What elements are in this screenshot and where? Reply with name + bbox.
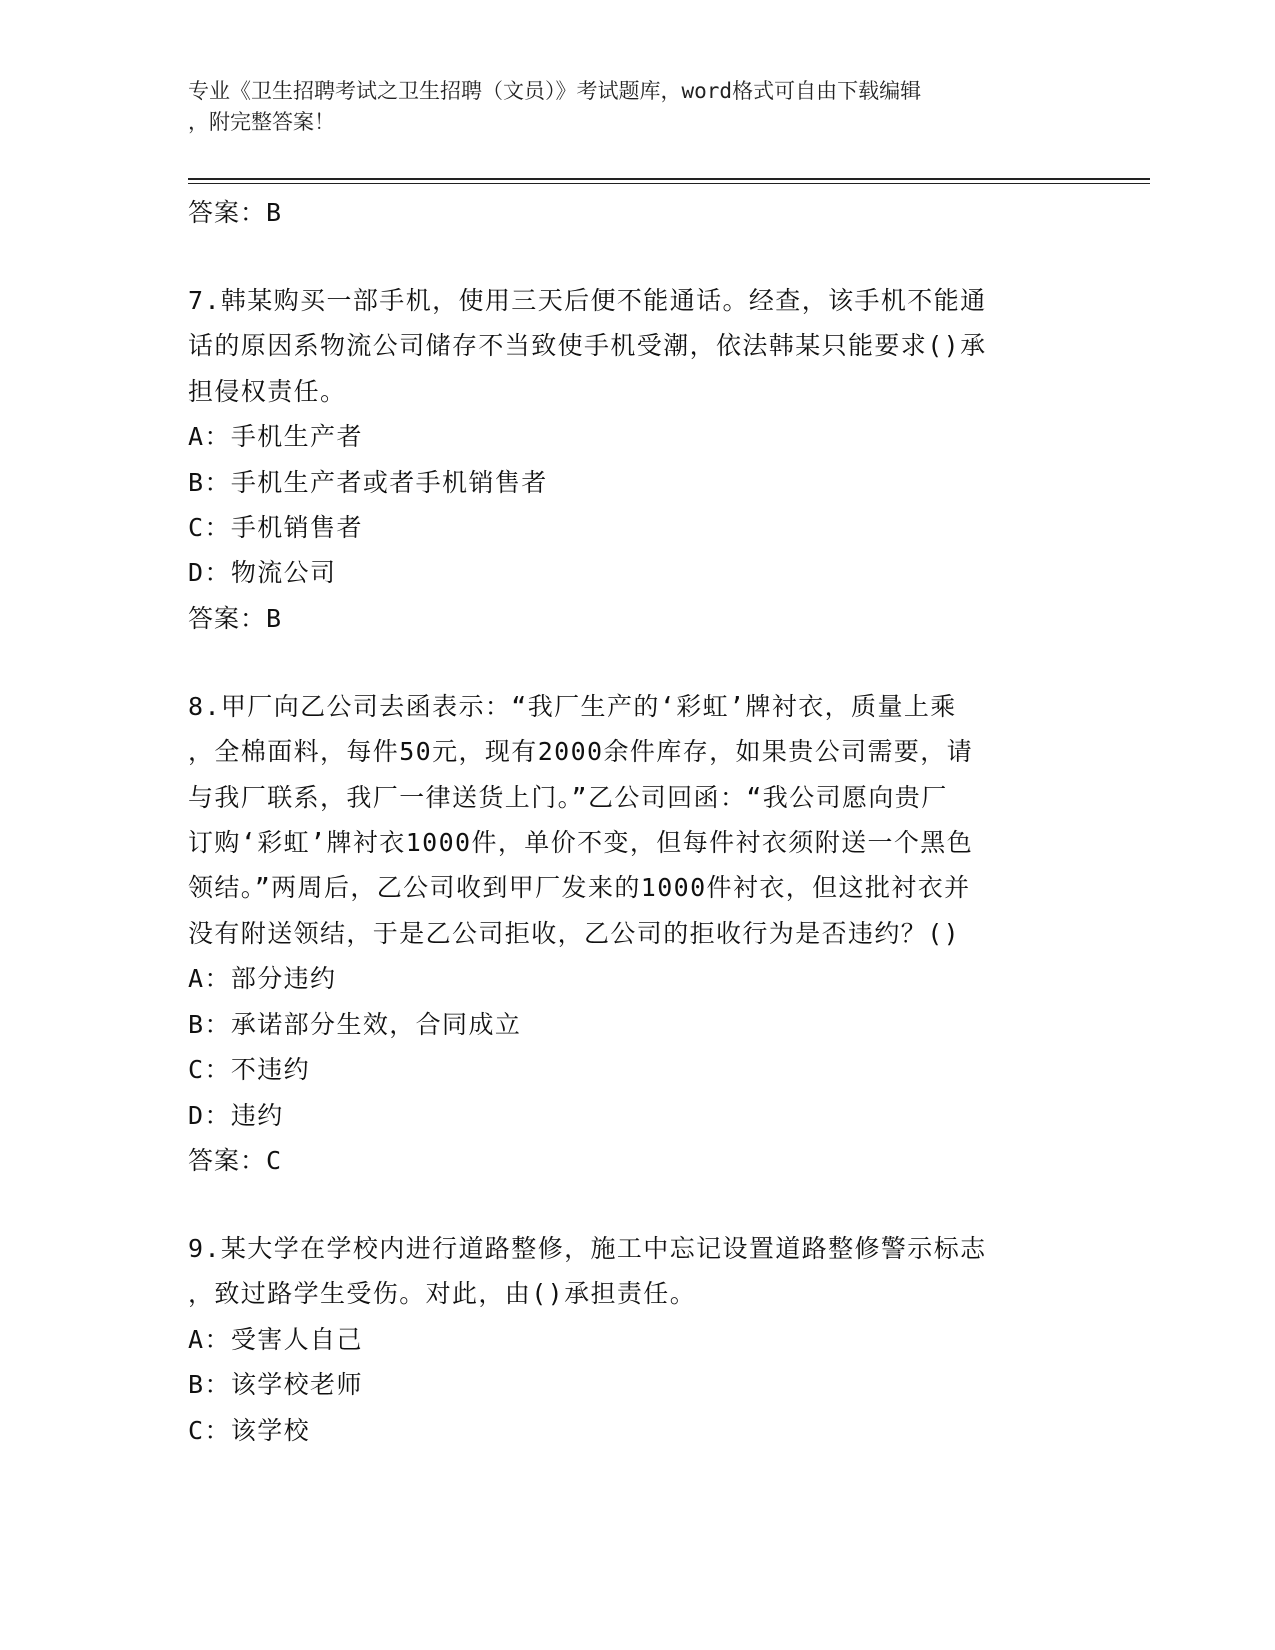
question-text-line: 领结。”两周后，乙公司收到甲厂发来的1000件衬衣，但这批衬衣并 <box>188 873 971 903</box>
option-a: A：受害人自己 <box>188 1324 363 1354</box>
question-text-line: 7.韩某购买一部手机，使用三天后便不能通话。经查，该手机不能通 <box>188 286 987 315</box>
answer-8: 答案：C <box>188 1145 283 1175</box>
question-text-line: 担侵权责任。 <box>188 376 347 406</box>
option-c: C：该学校 <box>188 1415 311 1445</box>
question-text-line: 8.甲厂向乙公司去函表示：“我厂生产的‘彩虹’牌衬衣，质量上乘 <box>188 691 957 721</box>
question-list <box>188 190 1088 1453</box>
question-text-line: ，致过路学生受伤。对此，由()承担责任。 <box>188 1279 697 1309</box>
question-text-line: 没有附送领结，于是乙公司拒收，乙公司的拒收行为是否违约？() <box>188 918 961 948</box>
header-divider-thick <box>188 178 1150 180</box>
question-text-line: 话的原因系物流公司储存不当致使手机受潮，依法韩某只能要求()承 <box>188 331 987 361</box>
question-8 <box>188 684 1088 1184</box>
question-text-line: 9.某大学在学校内进行道路整修，施工中忘记设置道路整修警示标志 <box>188 1233 987 1263</box>
answer-7: 答案：B <box>188 603 283 633</box>
question-7 <box>188 278 1088 642</box>
option-b: B：该学校老师 <box>188 1370 363 1400</box>
option-a: A：部分违约 <box>188 964 337 994</box>
previous-answer: 答案：B <box>188 198 283 227</box>
question-text-line: ，全棉面料，每件50元，现有2000余件库存，如果贵公司需要，请 <box>188 737 974 767</box>
page-header <box>188 76 1088 138</box>
option-a: A：手机生产者 <box>188 422 363 452</box>
header-line-2: ，附完整答案！ <box>188 110 335 134</box>
option-d: D：违约 <box>188 1100 284 1130</box>
header-divider-thin <box>188 183 1150 184</box>
option-c: C：不违约 <box>188 1055 311 1085</box>
option-b: B：承诺部分生效，合同成立 <box>188 1009 522 1039</box>
header-line-1: 专业《卫生招聘考试之卫生招聘（文员）》考试题库，word格式可自由下载编辑 <box>188 79 922 103</box>
option-d: D：物流公司 <box>188 558 337 588</box>
question-text-line: 与我厂联系，我厂一律送货上门。”乙公司回函：“我公司愿向贵厂 <box>188 782 948 812</box>
option-b: B：手机生产者或者手机销售者 <box>188 467 548 497</box>
question-9 <box>188 1226 1088 1453</box>
question-text-line: 订购‘彩虹’牌衬衣1000件，单价不变，但每件衬衣须附送一个黑色 <box>188 828 974 858</box>
option-c: C：手机销售者 <box>188 513 363 543</box>
